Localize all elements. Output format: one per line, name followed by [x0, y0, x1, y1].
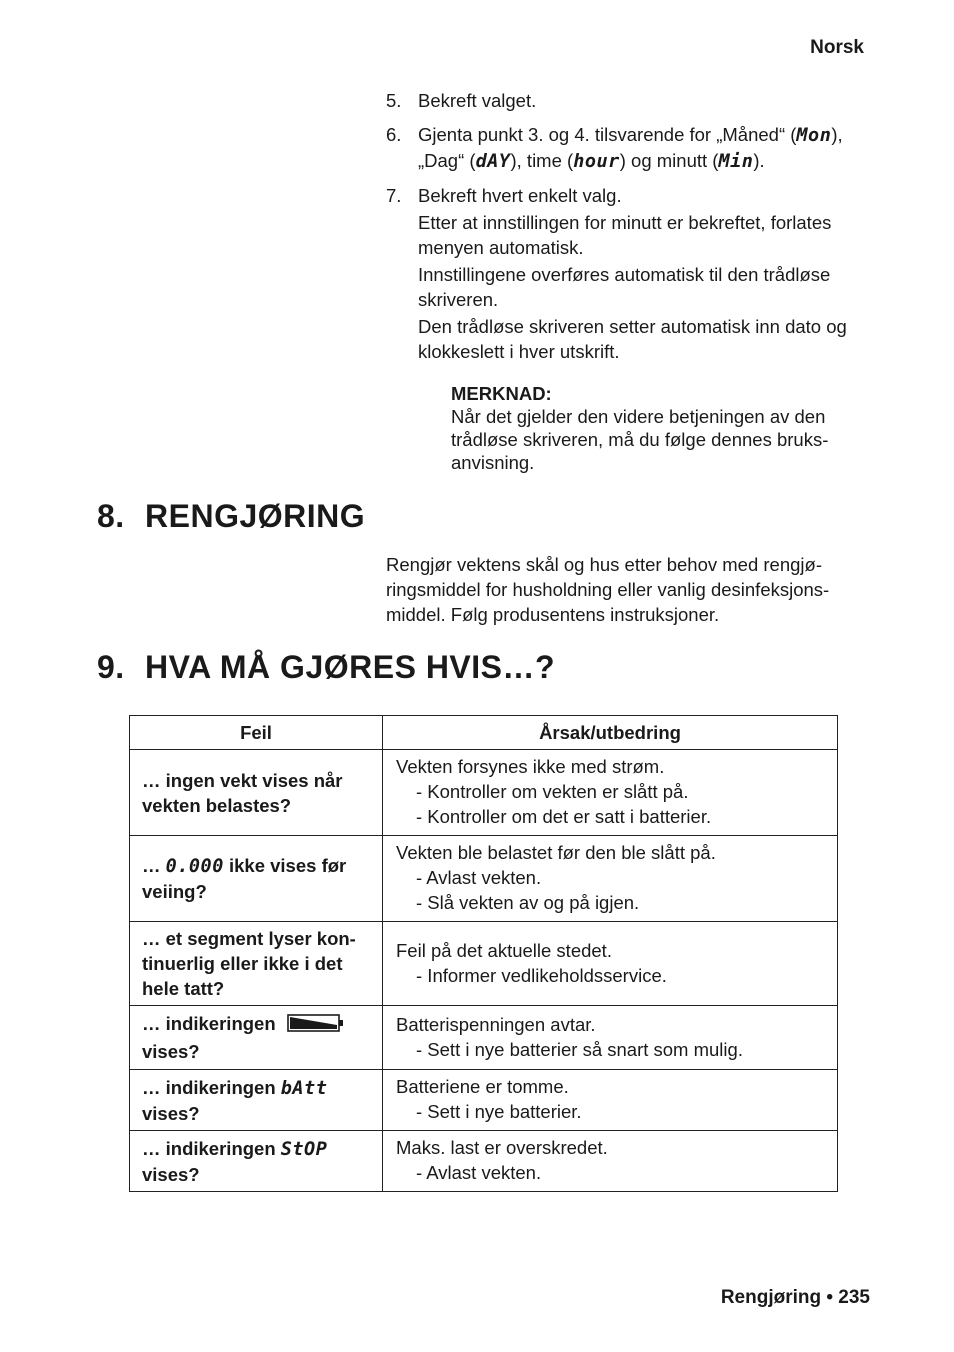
- step-text: Bekreft valget.: [418, 90, 537, 111]
- lcd-minute-symbol: Min: [718, 151, 754, 172]
- step-paragraph: Etter at innstillingen for minutt er bekreftet, forlates menyen automatisk.: [418, 212, 832, 258]
- table-row: [130, 1070, 838, 1131]
- lcd-batt-symbol: bAtt: [280, 1077, 328, 1099]
- action-item: - Slå vekten av og på igjen.: [416, 892, 640, 913]
- step-text-part: ), time (: [510, 150, 574, 171]
- section-8-text: Rengjør vektens skål og hus etter behov med rengjø-ringsmiddel for husholdning eller vanlig desinfeksjons-middel. Følg produsentens instruksjoner.: [386, 554, 830, 625]
- section-title: RENGJØRING: [145, 498, 366, 534]
- table-row: [130, 1006, 838, 1070]
- cause-cell: [383, 1070, 838, 1131]
- step-number: 5.: [386, 90, 402, 111]
- list-item: [386, 88, 876, 113]
- fault-text: … indikeringen: [142, 1076, 281, 1098]
- step-text-part: ).: [753, 150, 765, 171]
- note-text: Når det gjelder den videre betjeningen av den trådløse skriveren, må du følge dennes bruks-anvisning.: [451, 406, 829, 473]
- battery-low-icon: [287, 1013, 345, 1039]
- header-language: Norsk: [810, 37, 864, 58]
- fault-text: vises?: [142, 1102, 200, 1124]
- step-text-part: ) og minutt (: [619, 150, 719, 171]
- fault-cell: [130, 836, 383, 922]
- cause-text: Batteriene er tomme.: [396, 1076, 569, 1097]
- list-item: [386, 122, 876, 174]
- troubleshooting-table: [129, 715, 838, 1192]
- section-title: HVA MÅ GJØRES HVIS…?: [145, 649, 556, 685]
- fault-text: ikke vises før veiing?: [142, 855, 347, 902]
- cause-text: Vekten ble belastet før den ble slått på.: [396, 842, 716, 863]
- action-item: - Avlast vekten.: [416, 1162, 542, 1183]
- fault-cell: [130, 1006, 383, 1070]
- table-header-row: [130, 716, 838, 750]
- cause-text: Feil på det aktuelle stedet.: [396, 939, 612, 961]
- action-item: - Avlast vekten.: [416, 867, 542, 888]
- cause-text: Vekten forsynes ikke med strøm.: [396, 756, 665, 777]
- column-header-fault: Feil: [130, 716, 383, 750]
- table-row: [130, 750, 838, 836]
- step-number: 7.: [386, 185, 402, 206]
- cause-cell: [383, 1131, 838, 1192]
- fault-cell: [130, 1070, 383, 1131]
- cause-cell: [383, 1006, 838, 1070]
- fault-text: … indikeringen: [142, 1013, 276, 1035]
- note-title: MERKNAD:: [451, 383, 552, 404]
- page-footer: Rengjøring • 235: [720, 1287, 870, 1308]
- table-row: [130, 1131, 838, 1192]
- action-item: - Kontroller om vekten er slått på.: [416, 781, 689, 802]
- step-text-part: „Dag“ (: [418, 150, 476, 171]
- step-text: Bekreft hvert enkelt valg.: [418, 185, 622, 206]
- fault-text: vises?: [142, 1040, 200, 1062]
- section-8-heading: [97, 498, 365, 535]
- step-text-part: ),: [831, 124, 843, 145]
- step-text: [418, 122, 876, 174]
- fault-text: …: [142, 855, 166, 876]
- action-item: - Informer vedlikeholdsservice.: [416, 964, 667, 986]
- step-paragraph: Den trådløse skriveren setter automatisk inn dato og klokkeslett i hver utskrift.: [418, 316, 847, 362]
- action-item: - Sett i nye batterier så snart som mulig.: [416, 1038, 743, 1060]
- lcd-day-symbol: dAY: [475, 151, 511, 172]
- table-row: [130, 922, 838, 1006]
- lcd-hour-symbol: hour: [573, 151, 620, 172]
- table-row: [130, 836, 838, 922]
- fault-cell: … ingen vekt vises når vekten belastes?: [130, 750, 383, 836]
- list-item: [386, 183, 876, 364]
- cause-cell: [383, 750, 838, 836]
- cause-cell: [383, 922, 838, 1006]
- step-paragraph: Innstillingene overføres automatisk til den trådløse skriveren.: [418, 264, 831, 310]
- note-box: [451, 382, 871, 474]
- cause-text: Maks. last er overskredet.: [396, 1137, 608, 1158]
- section-number: 8.: [97, 498, 125, 534]
- column-header-cause: Årsak/utbedring: [383, 716, 838, 750]
- lcd-stop-symbol: StOP: [280, 1138, 328, 1160]
- action-item: - Sett i nye batterier.: [416, 1101, 582, 1122]
- fault-cell: … et segment lyser kon-tinuerlig eller ikke i det hele tatt?: [130, 922, 383, 1006]
- section-9-heading: [97, 649, 555, 686]
- steps-list: [386, 88, 876, 373]
- fault-text: … indikeringen: [142, 1137, 281, 1159]
- cause-cell: [383, 836, 838, 922]
- section-number: 9.: [97, 649, 125, 685]
- step-number: 6.: [386, 124, 402, 145]
- cause-text: Batterispenningen avtar.: [396, 1013, 596, 1035]
- action-item: - Kontroller om det er satt i batterier.: [416, 806, 712, 827]
- fault-text: vises?: [142, 1163, 200, 1185]
- lcd-month-symbol: Mon: [796, 125, 832, 146]
- lcd-zero-symbol: 0.000: [165, 856, 224, 877]
- fault-cell: [130, 1131, 383, 1192]
- step-text-part: Gjenta punkt 3. og 4. tilsvarende for „Måned“ (: [418, 124, 797, 145]
